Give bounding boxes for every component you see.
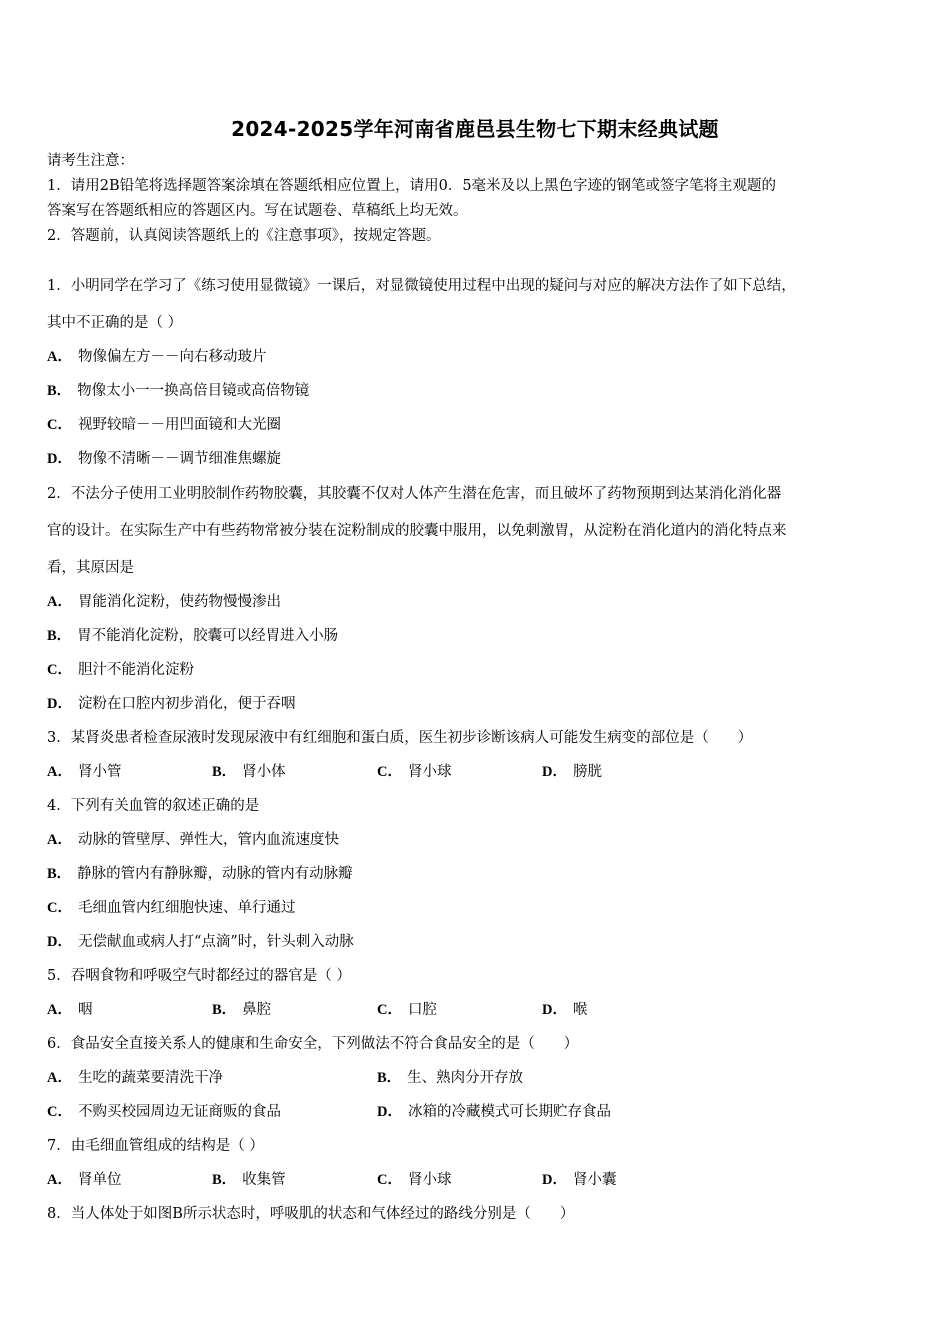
q3-option-d <box>542 762 602 782</box>
option-text: 物像太小一一换高倍目镜或高倍物镜 <box>77 383 310 399</box>
option-label: B． <box>47 866 72 882</box>
q1-option-a <box>47 347 266 367</box>
q5-option-b <box>212 1000 271 1020</box>
q6-option-d <box>377 1102 611 1122</box>
q3-option-b <box>212 762 286 782</box>
option-text: 收集管 <box>242 1172 286 1188</box>
option-text: 胃不能消化淀粉，胶囊可以经胃进入小肠 <box>77 628 339 644</box>
q6-option-a <box>47 1068 223 1088</box>
option-text: 静脉的管内有静脉瓣，动脉的管内有动脉瓣 <box>77 866 353 882</box>
q2-option-c <box>47 660 194 680</box>
notice-line-1b: 答案写在答题纸相应的答题区内。写在试题卷、草稿纸上均无效。 <box>47 203 468 219</box>
q8-stem: 8．当人体处于如图B所示状态时，呼吸肌的状态和气体经过的路线分别是（ ） <box>47 1206 575 1222</box>
q1-stem-line-1: 1．小明同学在学习了《练习使用显微镜》一课后，对显微镜使用过程中出现的疑问与对应的解决方法作了如下总结， <box>47 278 796 294</box>
option-label: A． <box>47 349 72 365</box>
option-label: D． <box>542 1172 567 1188</box>
q6-option-b <box>377 1068 523 1088</box>
q4-option-d <box>47 932 354 952</box>
q2-option-b <box>47 626 338 646</box>
option-label: D． <box>47 934 72 950</box>
option-text: 胆汁不能消化淀粉 <box>77 662 194 678</box>
q3-stem: 3．某肾炎患者检查尿液时发现尿液中有红细胞和蛋白质，医生初步诊断该病人可能发生病变的部位是（ ） <box>47 730 753 746</box>
option-label: D． <box>542 1002 567 1018</box>
option-text: 毛细血管内红细胞快速、单行通过 <box>77 900 296 916</box>
option-label: D． <box>542 764 567 780</box>
option-label: A． <box>47 1172 72 1188</box>
option-label: B． <box>47 628 72 644</box>
option-label: B． <box>47 383 72 399</box>
q5-option-c <box>377 1000 437 1020</box>
option-text: 咽 <box>77 1002 93 1018</box>
q4-option-a <box>47 830 339 850</box>
q2-stem-line-3: 看，其原因是 <box>47 560 134 576</box>
notice-heading: 请考生注意： <box>47 153 134 169</box>
option-text: 生、熟肉分开存放 <box>407 1070 524 1086</box>
q4-option-b <box>47 864 353 884</box>
q3-option-c <box>377 762 451 782</box>
option-text: 物像偏左方－－向右移动玻片 <box>77 349 267 365</box>
option-label: B． <box>212 764 237 780</box>
option-text: 肾单位 <box>77 1172 122 1188</box>
q1-option-c <box>47 415 281 435</box>
q4-stem: 4．下列有关血管的叙述正确的是 <box>47 798 260 814</box>
q5-stem: 5．吞咽食物和呼吸空气时都经过的器官是（ ） <box>47 968 351 984</box>
option-label: A． <box>47 764 72 780</box>
option-label: A． <box>47 832 72 848</box>
notice-line-1: 1．请用2B铅笔将选择题答案涂填在答题纸相应位置上，请用0．5毫米及以上黑色字迹的钢笔或签字笔将主观题的 <box>47 178 777 194</box>
option-label: C． <box>47 662 72 678</box>
q3-option-a <box>47 762 121 782</box>
q2-option-d <box>47 694 295 714</box>
option-label: C． <box>47 1104 72 1120</box>
q5-option-d <box>542 1000 587 1020</box>
q7-option-a <box>47 1170 121 1190</box>
option-label: C． <box>377 1172 402 1188</box>
q1-option-d <box>47 449 281 469</box>
option-text: 视野较暗－－用凹面镜和大光圈 <box>77 417 281 433</box>
option-label: D． <box>47 451 72 467</box>
option-text: 膀胱 <box>572 764 602 780</box>
q7-option-c <box>377 1170 451 1190</box>
option-label: D． <box>377 1104 402 1120</box>
option-text: 喉 <box>572 1002 588 1018</box>
notice-line-2: 2．答题前，认真阅读答题纸上的《注意事项》，按规定答题。 <box>47 228 441 244</box>
option-label: C． <box>377 764 402 780</box>
option-text: 冰箱的冷藏模式可长期贮存食品 <box>407 1104 611 1120</box>
option-text: 生吃的蔬菜要清洗干净 <box>77 1070 223 1086</box>
option-label: C． <box>47 417 72 433</box>
option-text: 胃能消化淀粉，使药物慢慢渗出 <box>77 594 281 610</box>
option-text: 肾小囊 <box>572 1172 617 1188</box>
option-text: 不购买校园周边无证商贩的食品 <box>77 1104 281 1120</box>
option-label: A． <box>47 1070 72 1086</box>
option-label: C． <box>377 1002 402 1018</box>
q7-option-d <box>542 1170 616 1190</box>
option-text: 物像不清晰－－调节细准焦螺旋 <box>77 451 281 467</box>
option-text: 无偿献血或病人打“点滴”时，针头刺入动脉 <box>77 934 354 950</box>
q6-stem: 6．食品安全直接关系人的健康和生命安全，下列做法不符合食品安全的是（ ） <box>47 1036 579 1052</box>
option-label: B． <box>377 1070 402 1086</box>
q1-option-b <box>47 381 309 401</box>
q1-stem-line-2: 其中不正确的是（ ） <box>47 315 183 331</box>
q2-option-a <box>47 592 281 612</box>
q2-stem-line-1: 2．不法分子使用工业明胶制作药物胶囊，其胶囊不仅对人体产生潜在危害，而且破坏了药物预期到达某消化消化器 <box>47 486 782 502</box>
q2-stem-line-2: 官的设计。在实际生产中有些药物常被分装在淀粉制成的胶囊中服用，以免刺激胃，从淀粉在消化道内的消化特点来 <box>47 523 787 539</box>
option-text: 肾小球 <box>407 1172 452 1188</box>
option-text: 肾小管 <box>77 764 122 780</box>
q6-option-c <box>47 1102 281 1122</box>
option-text: 肾小体 <box>242 764 286 780</box>
option-label: C． <box>47 900 72 916</box>
option-text: 肾小球 <box>407 764 452 780</box>
option-text: 动脉的管壁厚、弹性大，管内血流速度快 <box>77 832 339 848</box>
option-label: B． <box>212 1172 237 1188</box>
option-label: B． <box>212 1002 237 1018</box>
option-text: 口腔 <box>407 1002 437 1018</box>
option-text: 淀粉在口腔内初步消化，便于吞咽 <box>77 696 296 712</box>
option-label: A． <box>47 594 72 610</box>
option-text: 鼻腔 <box>242 1002 272 1018</box>
page-title: 2024-2025学年河南省鹿邑县生物七下期末经典试题 <box>231 117 719 141</box>
q7-option-b <box>212 1170 286 1190</box>
q5-option-a <box>47 1000 92 1020</box>
q4-option-c <box>47 898 295 918</box>
option-label: A． <box>47 1002 72 1018</box>
q7-stem: 7．由毛细血管组成的结构是（ ） <box>47 1138 264 1154</box>
option-label: D． <box>47 696 72 712</box>
